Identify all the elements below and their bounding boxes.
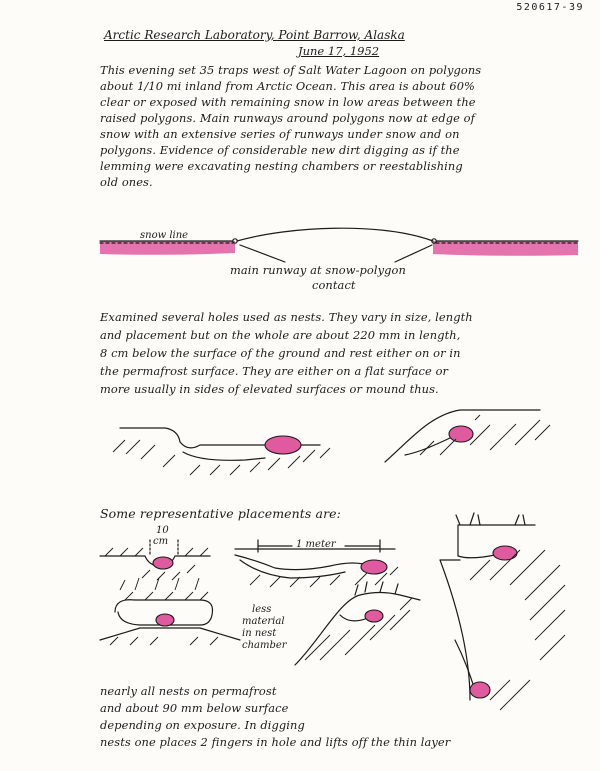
para1-line: This evening set 35 traps west of Salt Water Lagoon on polygons — [100, 63, 482, 77]
para1-line: old ones. — [100, 175, 153, 189]
entry-date: June 17, 1952 — [298, 44, 380, 58]
para1-line: raised polygons. Main runways around polygons now at edge of — [100, 111, 475, 125]
para4-line: depending on exposure. In digging — [100, 718, 305, 732]
less-material-label: chamber — [242, 640, 287, 651]
para2-line: 8 cm below the surface of the ground and rest either on or in — [100, 346, 461, 360]
placement-overhang — [440, 513, 565, 700]
para1-line: polygons. Evidence of considerable new dirt digging as if the — [100, 143, 460, 157]
depth-unit-label: cm — [153, 536, 169, 547]
para2-line: Examined several holes used as nests. They vary in size, length — [100, 310, 473, 324]
para1-line: lemming were excavating nesting chambers or reestablishing — [100, 159, 463, 173]
less-material-label: less — [252, 604, 272, 615]
para2-line: and placement but on the whole are about 220 mm in length, — [100, 328, 461, 342]
document-id: 520617-39 — [516, 2, 584, 13]
page-title: Arctic Research Laboratory, Point Barrow, Alaska — [104, 28, 405, 42]
para1-line: clear or exposed with remaining snow in low areas between the — [100, 95, 476, 109]
para4-line: and about 90 mm below surface — [100, 701, 289, 715]
less-material-label: in nest — [242, 628, 277, 639]
para1-line: about 1/10 mi inland from Arctic Ocean. This area is about 60% — [100, 79, 475, 93]
figure-caption: contact — [312, 278, 356, 292]
less-material-label: material — [242, 616, 285, 627]
length-label: 1 meter — [296, 539, 336, 550]
para2-line: more usually in sides of elevated surfaces or mound thus. — [100, 382, 439, 396]
placement-mound-hummock — [100, 578, 240, 645]
figure-caption: main runway at snow-polygon — [230, 263, 406, 277]
para2-line: the permafrost surface. They are either on a flat surface or — [100, 364, 449, 378]
para4-line: nests one places 2 fingers in hole and lifts off the thin layer — [100, 735, 451, 749]
para4-line: nearly all nests on permafrost — [100, 684, 277, 698]
snow-line-label: snow line — [140, 230, 189, 241]
para1-line: snow with an extensive series of runways under snow and on — [100, 127, 460, 141]
depth-label: 10 — [156, 525, 169, 536]
placement-slope — [295, 582, 420, 665]
placement-deep — [455, 640, 530, 710]
para3-heading: Some representative placements are: — [100, 506, 341, 521]
